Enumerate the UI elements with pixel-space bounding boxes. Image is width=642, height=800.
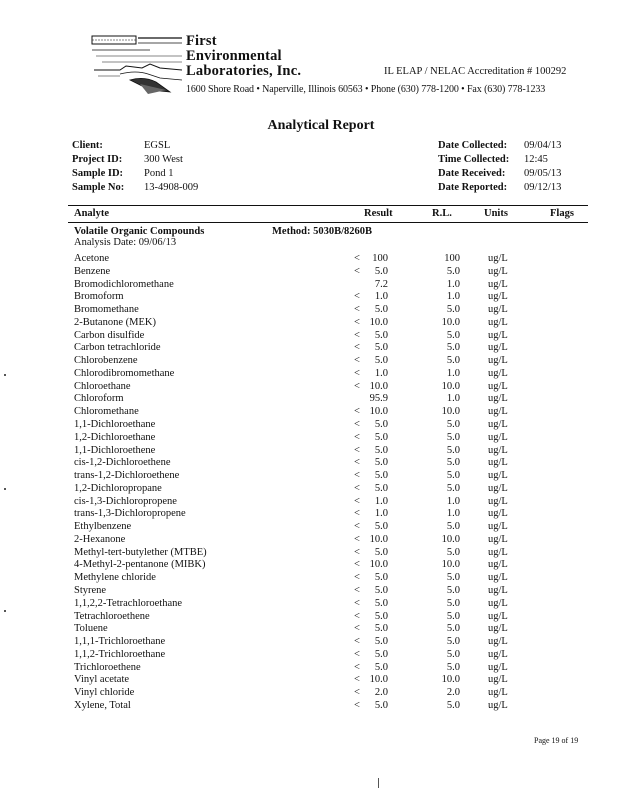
qualifier-cell: < [354,406,360,418]
qualifier-cell: < [354,419,360,430]
qualifier-cell: < [354,585,360,597]
analyte-cell: Chloroform [74,393,124,405]
units-cell: ug/L [488,597,508,609]
rl-cell: 1.0 [446,367,460,379]
result-cell: 5.0 [374,521,388,533]
qualifier-cell: < [354,304,360,316]
sample-id-value: Pond 1 [144,168,174,179]
analyte-cell: 4-Methyl-2-pentanone (MIBK) [74,559,206,571]
result-cell: 5.0 [374,457,388,469]
analyte-cell: Toluene [74,623,108,635]
project-id-value: 300 West [144,154,183,165]
units-cell: ug/L [488,419,508,430]
table-row [0,317,642,330]
qualifier-cell: < [354,329,360,341]
analyte-cell: Carbon tetrachloride [74,342,161,354]
qualifier-cell: < [354,674,360,686]
result-cell: 1.0 [374,495,388,507]
sample-id-label: Sample ID: [72,168,124,179]
rl-cell: 10.0 [441,674,460,686]
analyte-cell: cis-1,3-Dichloropropene [74,495,177,507]
rl-cell: 5.0 [446,342,460,354]
result-cell: 1.0 [374,367,388,379]
rl-cell: 1.0 [446,278,460,290]
result-cell: 5.0 [374,470,388,482]
units-cell: ug/L [488,636,508,648]
analyte-cell: Vinyl chloride [74,687,135,699]
rl-cell: 5.0 [446,585,460,597]
analyte-cell: 1,2-Dichloropropane [74,482,162,494]
qualifier-cell: < [354,521,360,533]
result-cell: 5.0 [374,546,388,558]
analyte-cell: Styrene [74,585,107,597]
units-cell: ug/L [488,482,508,494]
client-value: EGSL [144,140,171,151]
units-cell: ug/L [488,457,508,469]
analyte-cell: 1,1,2-Trichloroethane [74,648,166,660]
qualifier-cell: < [354,533,360,545]
result-cell: 95.9 [369,393,388,405]
table-row [0,649,642,662]
analyte-cell: trans-1,2-Dichloroethene [74,470,180,482]
qualifier-cell: < [354,265,360,277]
analyte-cell: Vinyl acetate [74,674,130,686]
table-row [0,547,642,560]
analyte-cell: Methylene chloride [74,572,156,584]
table-row [0,406,642,419]
time-collected-label: Time Collected: [438,154,510,165]
sample-no-label: Sample No: [72,182,125,193]
rl-cell: 5.0 [446,572,460,584]
table-row [0,508,642,521]
column-header-rl: R.L. [432,208,452,219]
result-cell: 100 [372,253,388,264]
table-row [0,496,642,509]
qualifier-cell: < [354,546,360,558]
qualifier-cell: < [354,648,360,660]
table-row [0,419,642,432]
rl-cell: 10.0 [441,380,460,392]
table-row [0,445,642,458]
analyte-cell: Bromomethane [74,304,139,316]
result-cell: 5.0 [374,623,388,635]
qualifier-cell: < [354,661,360,673]
header-top-rule [68,205,588,206]
units-cell: ug/L [488,355,508,367]
qualifier-cell: < [354,559,360,571]
units-cell: ug/L [488,521,508,533]
qualifier-cell: < [354,482,360,494]
company-name [186,34,301,79]
units-cell: ug/L [488,406,508,418]
table-row [0,662,642,675]
rl-cell: 10.0 [441,533,460,545]
result-cell: 5.0 [374,444,388,456]
result-cell: 5.0 [374,636,388,648]
table-row [0,266,642,279]
analyte-cell: 1,1,1-Trichloroethane [74,636,166,648]
analyte-cell: 2-Hexanone [74,533,126,545]
units-cell: ug/L [488,623,508,635]
table-row [0,623,642,636]
result-cell: 10.0 [369,406,388,418]
analyte-cell: cis-1,2-Dichloroethene [74,457,171,469]
rl-cell: 5.0 [446,419,460,430]
result-cell: 5.0 [374,431,388,443]
units-cell: ug/L [488,508,508,520]
company-name-line1: First [186,33,217,49]
rl-cell: 10.0 [441,406,460,418]
date-received-label: Date Received: [438,168,506,179]
result-cell: 2.0 [374,687,388,699]
qualifier-cell: < [354,444,360,456]
rl-cell: 1.0 [446,393,460,405]
date-reported-value: 09/12/13 [524,182,562,193]
qualifier-cell: < [354,623,360,635]
rl-cell: 5.0 [446,597,460,609]
table-row [0,636,642,649]
rl-cell: 2.0 [446,687,460,699]
table-row [0,534,642,547]
result-cell: 5.0 [374,610,388,622]
company-logo [90,30,182,102]
units-cell: ug/L [488,585,508,597]
table-row [0,457,642,470]
rl-cell: 5.0 [446,699,460,711]
analyte-cell: Carbon disulfide [74,329,145,341]
analyte-cell: Xylene, Total [74,699,131,711]
qualifier-cell: < [354,253,360,264]
table-row [0,674,642,687]
table-row [0,342,642,355]
analyte-cell: 1,1-Dichloroethene [74,444,156,456]
result-cell: 5.0 [374,648,388,660]
analyte-cell: Chloroethane [74,380,131,392]
rl-cell: 5.0 [446,470,460,482]
qualifier-cell: < [354,597,360,609]
rl-cell: 5.0 [446,304,460,316]
table-row [0,253,642,266]
units-cell: ug/L [488,661,508,673]
scan-mark [4,488,6,490]
result-cell: 5.0 [374,661,388,673]
units-cell: ug/L [488,316,508,328]
analyte-cell: Tetrachloroethene [74,610,150,622]
rl-cell: 1.0 [446,291,460,303]
table-row [0,700,642,713]
table-row [0,330,642,343]
section-title: Volatile Organic Compounds [74,226,205,237]
page-number: Page 19 of 19 [534,736,579,745]
qualifier-cell: < [354,367,360,379]
rl-cell: 5.0 [446,546,460,558]
analyte-cell: Chloromethane [74,406,139,418]
result-cell: 10.0 [369,559,388,571]
result-cell: 1.0 [374,508,388,520]
rl-cell: 5.0 [446,329,460,341]
company-name-line2: Environmental [186,48,282,64]
result-cell: 10.0 [369,533,388,545]
units-cell: ug/L [488,393,508,405]
table-row [0,572,642,585]
rl-cell: 1.0 [446,495,460,507]
qualifier-cell: < [354,380,360,392]
analyte-cell: Trichloroethene [74,661,141,673]
units-cell: ug/L [488,444,508,456]
table-row [0,291,642,304]
column-header-units: Units [484,208,508,219]
result-cell: 5.0 [374,329,388,341]
time-collected-value: 12:45 [524,154,548,165]
result-cell: 7.2 [374,278,388,290]
rl-cell: 5.0 [446,482,460,494]
units-cell: ug/L [488,674,508,686]
result-cell: 10.0 [369,674,388,686]
qualifier-cell: < [354,636,360,648]
accreditation-number: IL ELAP / NELAC Accreditation # 100292 [384,66,567,77]
client-label: Client: [72,140,103,151]
rl-cell: 5.0 [446,355,460,367]
result-cell: 5.0 [374,355,388,367]
qualifier-cell: < [354,431,360,443]
rl-cell: 5.0 [446,265,460,277]
analyte-cell: 1,2-Dichloroethane [74,431,156,443]
units-cell: ug/L [488,380,508,392]
units-cell: ug/L [488,699,508,711]
analyte-cell: Methyl-tert-butylether (MTBE) [74,546,207,558]
units-cell: ug/L [488,265,508,277]
table-row [0,611,642,624]
units-cell: ug/L [488,495,508,507]
sample-no-value: 13-4908-009 [144,182,199,193]
result-cell: 5.0 [374,419,388,430]
result-cell: 5.0 [374,585,388,597]
rl-cell: 5.0 [446,521,460,533]
result-cell: 5.0 [374,482,388,494]
qualifier-cell: < [354,687,360,699]
scan-mark [4,610,6,612]
analyte-cell: Bromodichloromethane [74,278,174,290]
lab-address: 1600 Shore Road • Naperville, Illinois 60563 • Phone (630) 778-1200 • Fax (630) 778-1233 [186,84,546,95]
date-reported-label: Date Reported: [438,182,508,193]
units-cell: ug/L [488,470,508,482]
analyte-cell: Chlorobenzene [74,355,138,367]
table-row [0,521,642,534]
result-cell: 1.0 [374,291,388,303]
analyte-cell: Chlorodibromomethane [74,367,175,379]
date-received-value: 09/05/13 [524,168,562,179]
qualifier-cell: < [354,457,360,469]
analyte-cell: Bromoform [74,291,124,303]
units-cell: ug/L [488,253,508,264]
units-cell: ug/L [488,572,508,584]
rl-cell: 5.0 [446,444,460,456]
scan-mark [378,778,379,788]
table-row [0,279,642,292]
rl-cell: 1.0 [446,508,460,520]
analyte-cell: 1,1,2,2-Tetrachloroethane [74,597,183,609]
analyte-cell: 2-Butanone (MEK) [74,316,156,328]
table-row [0,381,642,394]
table-row [0,393,642,406]
units-cell: ug/L [488,367,508,379]
result-cell: 10.0 [369,316,388,328]
company-name-line3: Laboratories, Inc. [186,63,302,79]
rl-cell: 5.0 [446,610,460,622]
analysis-date: Analysis Date: 09/06/13 [74,237,177,248]
qualifier-cell: < [354,355,360,367]
analyte-cell: trans-1,3-Dichloropropene [74,508,186,520]
result-cell: 5.0 [374,699,388,711]
analyte-cell: Ethylbenzene [74,521,132,533]
date-collected-value: 09/04/13 [524,140,562,151]
rl-cell: 5.0 [446,623,460,635]
table-row [0,432,642,445]
qualifier-cell: < [354,342,360,354]
rl-cell: 5.0 [446,648,460,660]
column-header-result: Result [364,208,393,219]
units-cell: ug/L [488,687,508,699]
table-row [0,355,642,368]
analyte-cell: Benzene [74,265,111,277]
scan-mark [4,374,6,376]
rl-cell: 10.0 [441,316,460,328]
rl-cell: 100 [444,253,460,264]
table-row [0,483,642,496]
result-cell: 5.0 [374,304,388,316]
table-row [0,598,642,611]
qualifier-cell: < [354,610,360,622]
column-header-analyte: Analyte [74,208,109,219]
units-cell: ug/L [488,342,508,354]
units-cell: ug/L [488,278,508,290]
units-cell: ug/L [488,533,508,545]
analyte-cell: 1,1-Dichloroethane [74,419,156,430]
rl-cell: 5.0 [446,661,460,673]
units-cell: ug/L [488,546,508,558]
qualifier-cell: < [354,572,360,584]
header-bottom-rule [68,222,588,223]
table-row [0,368,642,381]
table-row [0,687,642,700]
analyte-cell: Acetone [74,253,109,264]
rl-cell: 5.0 [446,636,460,648]
table-row [0,585,642,598]
method-label: Method: 5030B/8260B [272,226,373,237]
result-cell: 5.0 [374,597,388,609]
table-row [0,559,642,572]
report-title: Analytical Report [267,118,375,133]
table-row [0,470,642,483]
rl-cell: 5.0 [446,431,460,443]
qualifier-cell: < [354,291,360,303]
units-cell: ug/L [488,559,508,571]
qualifier-cell: < [354,699,360,711]
units-cell: ug/L [488,304,508,316]
qualifier-cell: < [354,508,360,520]
result-cell: 5.0 [374,342,388,354]
table-row [0,304,642,317]
result-cell: 5.0 [374,572,388,584]
units-cell: ug/L [488,648,508,660]
qualifier-cell: < [354,470,360,482]
result-cell: 10.0 [369,380,388,392]
units-cell: ug/L [488,329,508,341]
qualifier-cell: < [354,495,360,507]
rl-cell: 10.0 [441,559,460,571]
result-cell: 5.0 [374,265,388,277]
project-id-label: Project ID: [72,154,123,165]
date-collected-label: Date Collected: [438,140,508,151]
units-cell: ug/L [488,431,508,443]
rl-cell: 5.0 [446,457,460,469]
column-header-flags: Flags [550,208,574,219]
units-cell: ug/L [488,291,508,303]
units-cell: ug/L [488,610,508,622]
qualifier-cell: < [354,316,360,328]
